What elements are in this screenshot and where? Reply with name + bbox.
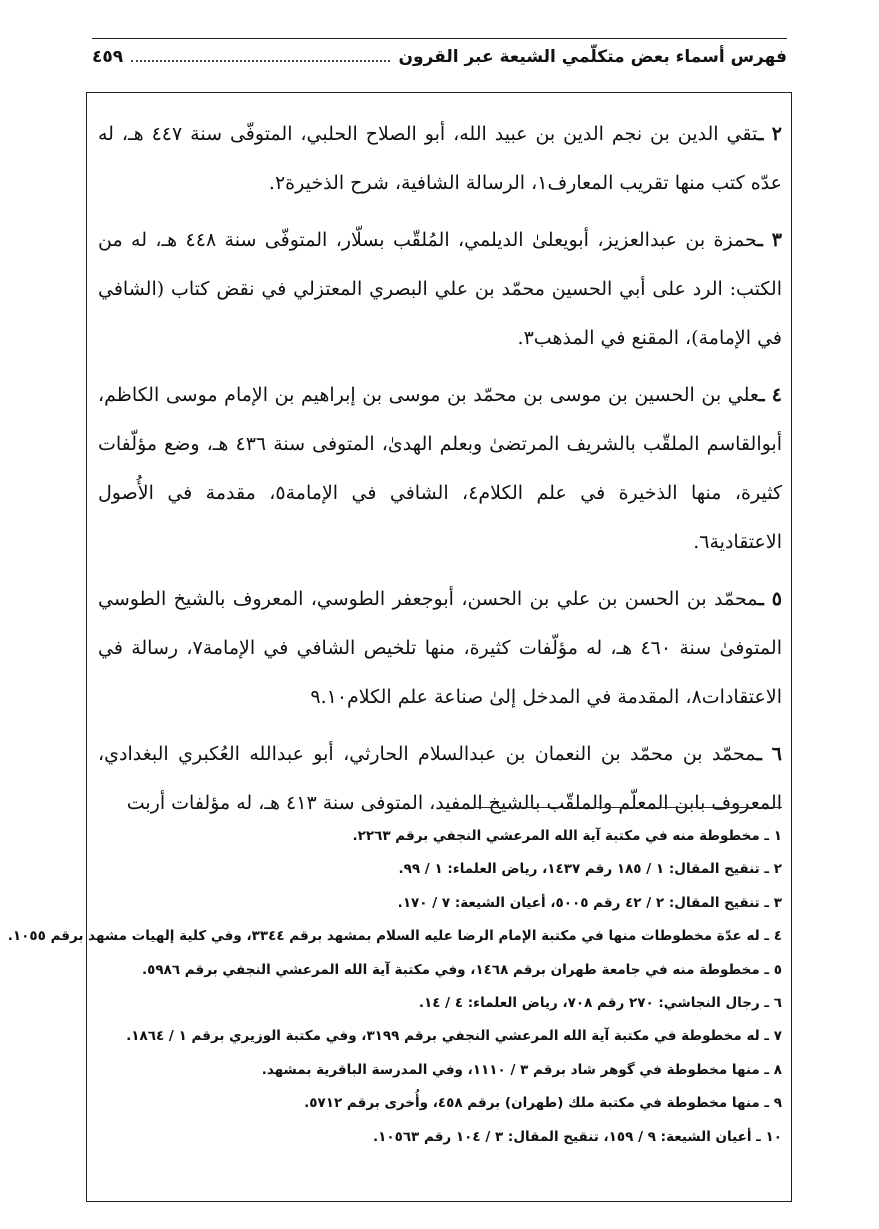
entry-number: ٦ ـ [756,743,782,765]
entry-2 [98,110,782,208]
page-number: ٤٥٩ [92,47,124,67]
footnote: ١٠ ـ أعيان الشيعة: ٩ / ١٥٩، تنقيح المقال: ٣ / ١٠٤ رقم ١٠٥٦٣. [372,1128,782,1145]
entry-number: ٣ ـ [757,229,782,251]
entry-text: حمزة بن عبدالعزيز، أبويعلىٰ الديلمي، المُلقّب بسلّار، المتوفّى سنة ٤٤٨ هـ، له من الكتب: الرد على أبي الحسين محمّد بن علي البصري المعتزلي في نقض كتاب (الشافي في الإمامة)، المقنع في المذهب٣. [98,229,782,349]
footnote: ٨ ـ منها مخطوطة في گوهر شاد برقم ٣ / ١١١٠، وفي المدرسة الباقرية بمشهد. [261,1061,782,1078]
footnote: ١ ـ مخطوطة منه في مكتبة آية الله المرعشي النجفي برقم ٢٢٦٣. [352,828,782,844]
entry-number: ٢ ـ [757,123,782,145]
header-title: فهرس أسماء بعض متكلّمي الشيعة عبر القرون [398,47,787,67]
footnote: ٩ ـ منها مخطوطة في مكتبة ملك (طهران) برقم ٤٥٨، وأُخرى برقم ٥٧١٢. [304,1095,782,1112]
footnote: ٣ ـ تنقيح المقال: ٢ / ٤٢ رقم ٥٠٠٥، أعيان الشيعة: ٧ / ١٧٠. [397,894,782,911]
entry-5 [98,575,782,722]
entry-text: محمّد بن محمّد بن النعمان بن عبدالسلام الحارثي، أبو عبدالله العُكبري البغدادي، المعروف بابن المعلّم والملقّب بالشيخ المفيد، المتوفى سنة ٤١٣ هـ، له مؤلفات أربت [98,743,782,814]
entry-number: ٤ ـ [759,384,782,406]
footnote: ٦ ـ رجال النجاشي: ٢٧٠ رقم ٧٠٨، رياض العلماء: ٤ / ١٤. [418,994,782,1011]
entry-text: علي بن الحسين بن موسى بن محمّد بن موسى بن إبراهيم بن الإمام موسى الكاظم، أبوالقاسم الملقّب بالشريف المرتضىٰ وبعلم الهدىٰ، المتوفى سنة ٤٣٦ هـ، وضع مؤلّفات كثيرة، منها الذخيرة في علم الكلام٤، الشافي في الإمامة٥، مقدمة في الأُصول الاعتقادية٦. [98,384,782,553]
footnote: ٧ ـ له مخطوطة في مكتبة آية الله المرعشي النجفي برقم ٣١٩٩، وفي مكتبة الوزيري برقم ١ / ١٨٦٤. [126,1028,782,1045]
entry-3 [98,216,782,363]
entry-text: تقي الدين بن نجم الدين بن عبيد الله، أبو الصلاح الحلبي، المتوفّى سنة ٤٤٧ هـ، له عدّه كتب منها تقريب المعارف١، الرسالة الشافية، شرح الذخيرة٢. [98,123,782,194]
running-header [92,38,787,77]
entry-6 [98,730,782,828]
main-text [98,110,782,836]
entry-4 [98,371,782,567]
footnote: ٢ ـ تنقيح المقال: ١ / ١٨٥ رقم ١٤٣٧، رياض العلماء: ١ / ٩٩. [398,861,782,878]
footnote-separator [470,807,782,808]
footnote: ٥ ـ مخطوطة منه في جامعة طهران برقم ١٤٦٨، وفي مكتبة آية الله المرعشي النجفي برقم ٥٩٨٦. [141,961,782,978]
header-leader-dots [131,60,390,62]
footnotes [7,820,782,1154]
entry-number: ٥ ـ [758,588,783,610]
entry-text: محمّد بن الحسن بن علي بن الحسن، أبوجعفر الطوسي، المعروف بالشيخ الطوسي المتوفىٰ سنة ٤٦٠ هـ، له مؤلّفات كثيرة، منها تلخيص الشافي في الإمامة٧، رسالة في الاعتقادات٨، المقدمة في المدخل إلىٰ صناعة علم الكلام٩.١٠ [98,588,782,708]
footnote: ٤ ـ له عدّة مخطوطات منها في مكتبة الإمام الرضا عليه السلام بمشهد برقم ٣٣٤٤، وفي كلية إلهيات مشهد برقم ١٠٥٥. [7,928,782,945]
